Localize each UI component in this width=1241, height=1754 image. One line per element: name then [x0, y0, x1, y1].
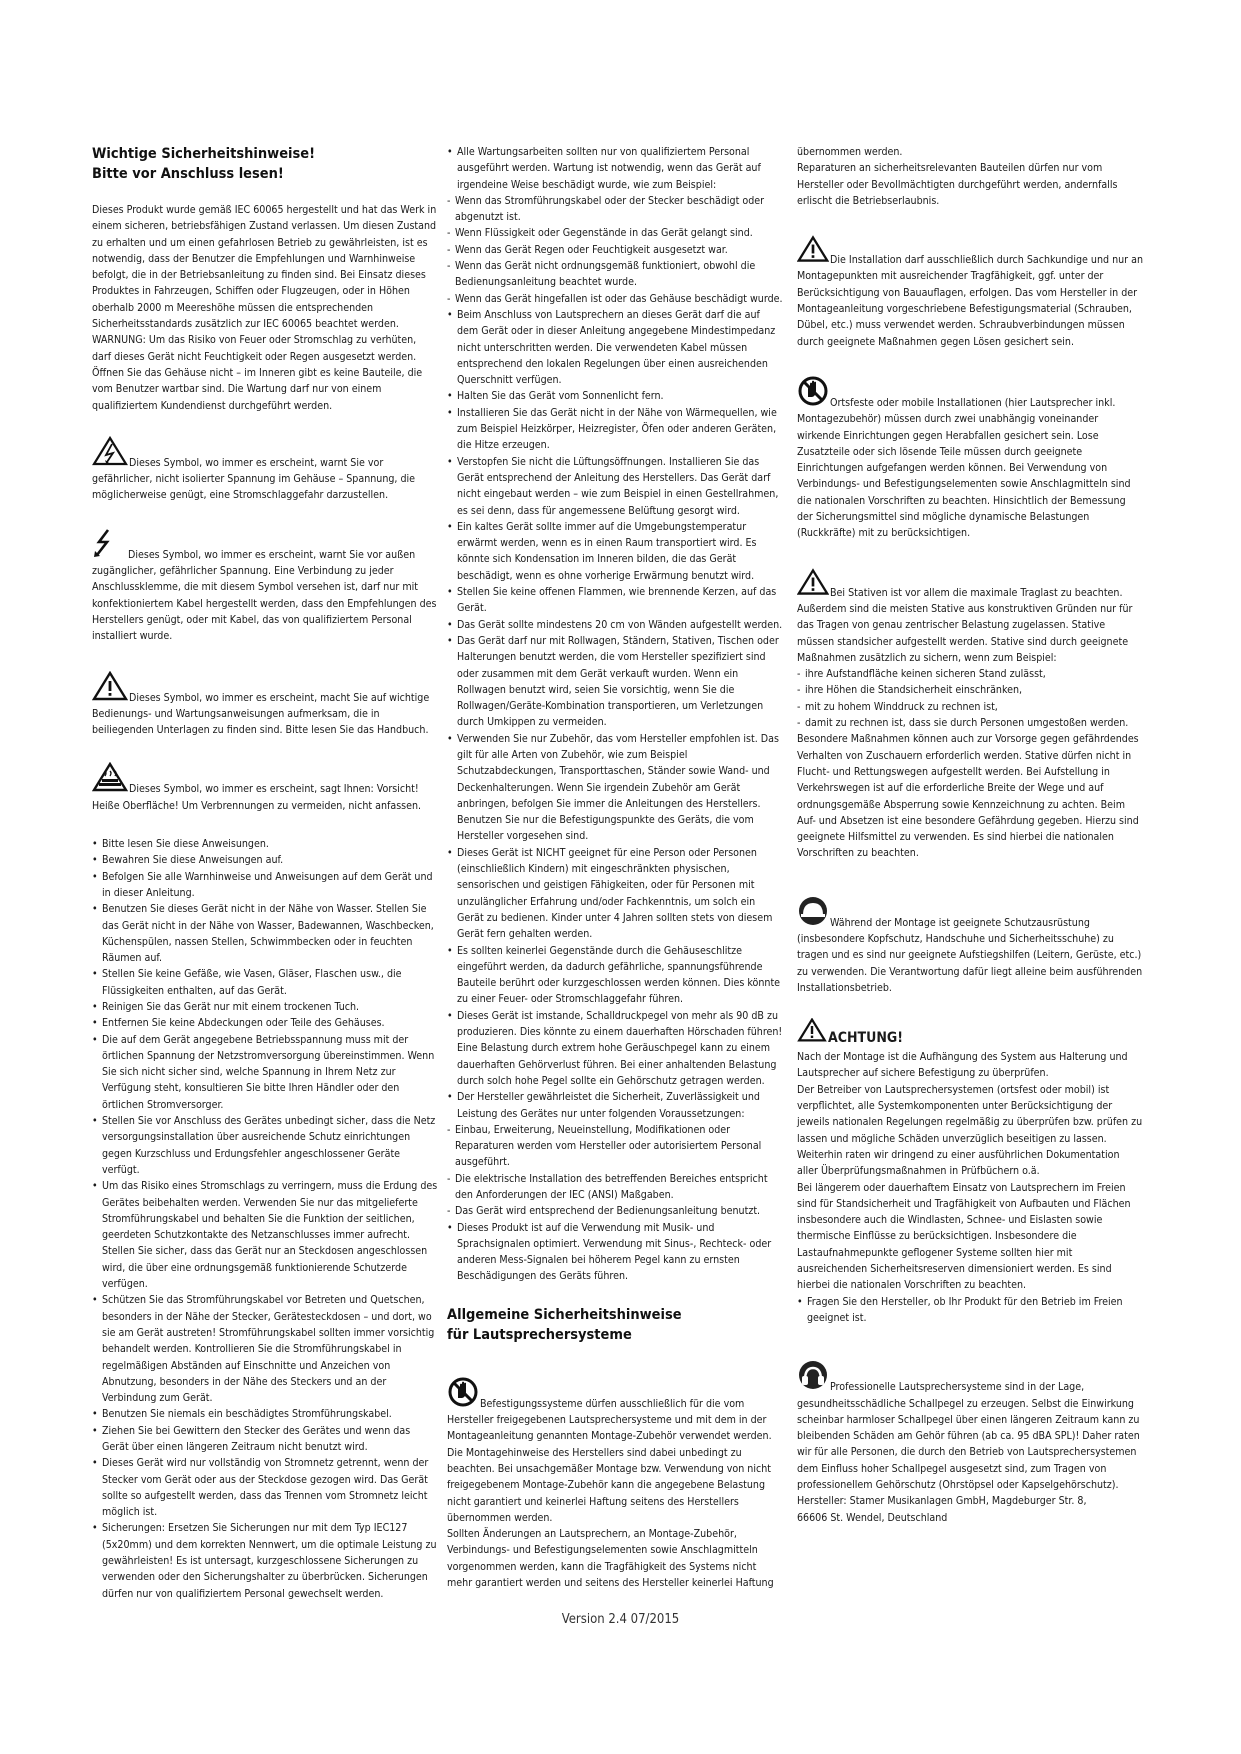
column-left — [92, 144, 438, 1602]
no-hand-prohibition-icon — [797, 376, 829, 411]
manufacturer-line2: 66606 St. Wendel, Deutschland — [797, 1511, 948, 1524]
manufacturer-line1: Hersteller: Stamer Musikanlagen GmbH, Magdeburger Str. 8, — [797, 1495, 1087, 1508]
list-item: • Bitte lesen Sie diese Anweisungen. — [92, 836, 438, 852]
achtung-heading: ACHTUNG! — [797, 1018, 1143, 1049]
list-item: • Der Hersteller gewährleistet die Sicherheit, Zuverlässigkeit und Leistung des Gerätes nur unter folgenden Voraussetzungen: — [447, 1089, 784, 1122]
symbol-hot-paragraph: Dieses Symbol, wo immer es erscheint, sagt Ihnen: Vorsicht! Heiße Oberfläche! Um Verbrennungen zu vermeiden, nicht anfassen. — [92, 762, 438, 814]
lightning-bolt-icon — [92, 528, 114, 563]
list-item: • Stellen Sie keine Gefäße, wie Vasen, Gläser, Flaschen usw., die Flüssigkeiten enthalten, auf das Gerät. — [92, 966, 438, 999]
no-hand-prohibition-icon — [447, 1377, 479, 1412]
list-item: • Fragen Sie den Hersteller, ob Ihr Produkt für den Betrieb im Freien geeignet ist. — [797, 1294, 1143, 1327]
list-item: • Beim Anschluss von Lautsprechern an dieses Gerät darf die auf dem Gerät oder in dieser Anleitung angegebene Mindestimpedanz nicht unterschritten werden. Die verwendeten Kabel müssen entsprechend den lokalen Regelungen über einen ausreichenden Querschnitt verfügen. — [447, 307, 784, 388]
achtung-paragraph-3: Bei längerem oder dauerhaftem Einsatz von Lautsprechern im Freien sind für Standsicherheit und Tragfähigkeit von Aufbauten und Flächen insbesondere auch die Windlasten, Schnee- und Eislasten sowie thermische Einflüsse zu berücksichtigen. Insbesondere die Lastaufnahmepunkte geflogener Systeme sollten hier mit ausreichenden Sicherheitsreserven dimensioniert werden. Es sind hierbei die nationalen Vorschriften zu beachten. — [797, 1181, 1131, 1292]
loudspeaker-heading-line2: für Lautsprechersysteme — [447, 1326, 632, 1343]
list-item: • Dieses Gerät wird nur vollständig von Stromnetz getrennt, wenn der Stecker vom Gerät oder aus der Steckdose gezogen wird. Das Gerät sollte so aufgestellt werden, dass das Trennen vom Stromnetz leicht möglich ist. — [92, 1455, 438, 1520]
lightning-triangle-icon — [92, 436, 128, 471]
exclamation-triangle-icon — [92, 671, 128, 706]
list-item: • Stellen Sie keine offenen Flammen, wie brennende Kerzen, auf das Gerät. — [447, 584, 784, 617]
main-heading-line2: Bitte vor Anschluss lesen! — [92, 166, 284, 182]
list-item: • Schützen Sie das Stromführungskabel vor Betreten und Quetschen, besonders in der Nähe der Stecker, Gerätesteckdosen – und dort, wo sie am Gerät austreten! Stromführungskabel sollten immer vorsichtig behandelt werden. Kontrollieren Sie die Stromführungskabel in regelmäßigen Abständen auf Einschnitte und Anzeichen von Abnutzung, besonders in der Nähe des Steckers und an der Verbindung zum Gerät. — [92, 1292, 438, 1406]
column-right — [797, 144, 1143, 1526]
list-item: • Entfernen Sie keine Abdeckungen oder Teile des Gehäuses. — [92, 1015, 438, 1031]
dash-item: - Wenn Flüssigkeit oder Gegenstände in das Gerät gelangt sind. — [447, 225, 784, 241]
list-item: • Sicherungen: Ersetzen Sie Sicherungen nur mit dem Typ IEC127 (5x20mm) und dem korrekten Nennwert, um die optimale Leistung zu gewährleisten! Es ist untersagt, kurzgeschlossene Sicherungen zu verwenden oder den Sicherungshalter zu überbrücken. Sicherungen dürfen nur von qualifiziertem Personal gewechselt werden. — [92, 1520, 438, 1601]
changes-paragraph: Sollten Änderungen an Lautsprechern, an Montage-Zubehör, Verbindungs- und Befestigungselementen sowie Anschlagmitteln vorgenommen werden, kann die Tragfähigkeit des Systems nicht mehr garantiert werden und seitens des Hersteller keinerlei Haftung — [447, 1528, 774, 1590]
list-item: • Um das Risiko eines Stromschlags zu verringern, muss die Erdung des Gerätes beibehalten werden. Verwenden Sie nur das mitgelieferte Stromführungskabel und behalten Sie die Funktion der seitlichen, geerdeten Schutzkontakte des Netzanschlusses immer aufrecht. Stellen Sie sicher, dass das Gerät nur an Steckdosen angeschlossen wird, die über eine ordnungsgemäß funktionierende Schutzerde verfügen. — [92, 1178, 438, 1292]
service-bullet-list — [447, 144, 784, 193]
dash-item: - damit zu rechnen ist, dass sie durch Personen umgestoßen werden. — [797, 715, 1143, 731]
main-heading — [92, 144, 438, 184]
list-item: • Die auf dem Gerät angegebene Betriebsspannung muss mit der örtlichen Spannung der Netzstromversorgung übereinstimmen. Wenn Sie sich nicht sicher sind, welche Spannung in Ihrem Netz zur Verfügung steht, konsultieren Sie bitte Ihren Händler oder den örtlichen Stromversorger. — [92, 1032, 438, 1113]
service-dash-list — [447, 193, 784, 307]
protection-paragraph: Während der Montage ist geeignete Schutzausrüstung (insbesondere Kopfschutz, Handschuhe und Sicherheitsschuhe) zu tragen und es sind nur geeignete Aufstiegshilfen (Leitern, Gerüste, etc.) zu verwenden. Die Verantwortung dafür liegt alleine beim ausführenden Installationsbetrieb. — [797, 896, 1143, 996]
dash-item: - ihre Aufstandfläche keinen sicheren Stand zulässt, — [797, 666, 1143, 682]
helmet-icon — [797, 896, 829, 931]
dash-item: - Wenn das Stromführungskabel oder der Stecker beschädigt oder abgenutzt ist. — [447, 193, 784, 226]
list-item: • Ein kaltes Gerät sollte immer auf die Umgebungstemperatur erwärmt werden, wenn es in einen Raum transportiert wird. Es könnte sich Kondensation im Inneren bilden, die das Gerät beschädigt, wenn es ohne vorherige Erwärmung benutzt wird. — [447, 519, 784, 584]
list-item: • Benutzen Sie niemals ein beschädigtes Stromführungskabel. — [92, 1406, 438, 1422]
dash-item: - Das Gerät wird entsprechend der Bedienungsanleitung benutzt. — [447, 1203, 784, 1219]
list-item: • Dieses Produkt ist auf die Verwendung mit Musik- und Sprachsignalen optimiert. Verwendung mit Sinus-, Rechteck- oder anderen Mess-Signalen bei höherem Pegel kann zu ernsten Beschädigungen des Geräts führen. — [447, 1220, 784, 1285]
list-item: • Das Gerät darf nur mit Rollwagen, Ständern, Stativen, Tischen oder Halterungen benutzt werden, die vom Hersteller spezifiziert sind oder zusammen mit dem Gerät verkauft wurden. Wenn ein Rollwagen benutzt wird, seien Sie vorsichtig, wenn Sie die Rollwagen/Geräte-Kombination transportieren, um Verletzungen durch Umkippen zu vermeiden. — [447, 633, 784, 731]
stands-after-paragraph: Besondere Maßnahmen können auch zur Vorsorge gegen gefährdendes Verhalten von Zuschauern erforderlich werden. Stative dürfen nicht in Flucht- und Rettungswegen aufgestellt werden. Bei Aufstellung in Verkehrswegen ist auf die erforderliche Breite der Wege und auf ordnungsgemäße Absperrung sowie Kennzeichnung zu achten. Beim Auf- und Absetzen ist eine besondere Gefährdung gegeben. Hierzu sind geeignete Hilfsmittel zu verwenden. Es sind hierbei die nationalen Vorschriften zu beachten. — [797, 733, 1139, 860]
hot-surface-triangle-icon — [92, 762, 128, 797]
intro-paragraph: Dieses Produkt wurde gemäß IEC 60065 hergestellt und hat das Werk in einem sicheren, betriebsfähigen Zustand verlassen. Um diesen Zustand zu erhalten und um einen gefahrlosen Betrieb zu gewährleisten, ist es notwendig, dass der Benutzer die Empfehlungen und Warnhinweise befolgt, die in der Betriebsanleitung zu finden sind. Bei Einsatz dieses Produktes in Fahrzeugen, Schiffen oder Flugzeugen, oder in Höhen oberhalb 2000 m Meereshöhe müssen die entsprechenden Sicherheitsstandards zusätzlich zur IEC 60065 beachtet werden. — [92, 204, 437, 331]
installation-paragraph: Die Installation darf ausschließlich durch Sachkundige und nur an Montagepunkten mit ausreichender Tragfähigkeit, ggf. unter der Berücksichtigung von Bauauflagen, erfolgen. Das vom Hersteller in der Montageanleitung vorgeschriebene Befestigungsmaterial (Schrauben, Dübel, etc.) muss verwendet werden. Schraubverbindungen müssen durch geeignete Maßnahmen gegen Lösen gesichert sein. — [797, 235, 1143, 350]
conditions-dash-list — [447, 1122, 784, 1220]
main-heading-line1: Wichtige Sicherheitshinweise! — [92, 146, 316, 162]
dash-item: - mit zu hohem Winddruck zu rechnen ist, — [797, 699, 1143, 715]
version-footer: Version 2.4 07/2015 — [561, 1612, 680, 1627]
symbol-manual-paragraph: Dieses Symbol, wo immer es erscheint, macht Sie auf wichtige Bedienungs- und Wartungsanweisungen aufmerksam, die in beiliegenden Unterlagen zu finden sind. Bitte lesen Sie das Handbuch. — [92, 671, 438, 739]
achtung-bullet-list — [797, 1294, 1143, 1327]
list-item: • Dieses Gerät ist NICHT geeignet für eine Person oder Personen (einschließlich Kindern) mit eingeschränkten physischen, sensorischen und geistigen Fähigkeiten, oder für Personen mit unzulänglicher Erfahrung und/oder Fachkenntnis, um solch ein Gerät zu bedienen. Kinder unter 4 Jahren sollten stets von diesem Gerät fern gehalten werden. — [447, 845, 784, 943]
stands-paragraph: Bei Stativen ist vor allem die maximale Traglast zu beachten. Außerdem sind die meisten Stative aus konstruktiven Gründen nur für das Tragen von genau zentrischer Belastung zugelassen. Stative müssen standsicher aufgestellt werden. Stative sind durch geeignete Maßnahmen zusätzlich zu sichern, wenn zum Beispiel: — [797, 568, 1143, 666]
stands-dash-list — [797, 666, 1143, 731]
achtung-paragraph-1: Nach der Montage ist die Aufhängung des System aus Halterung und Lautsprecher auf sichere Befestigung zu überprüfen. — [797, 1051, 1128, 1080]
dash-item: - Wenn das Gerät hingefallen ist oder das Gehäuse beschädigt wurde. — [447, 291, 784, 307]
list-item: • Bewahren Sie diese Anweisungen auf. — [92, 852, 438, 868]
list-item: • Das Gerät sollte mindestens 20 cm von Wänden aufgestellt werden. — [447, 617, 784, 633]
device-bullet-list — [447, 307, 784, 1122]
exclamation-triangle-icon — [797, 235, 829, 268]
list-item: • Befolgen Sie alle Warnhinweise und Anweisungen auf dem Gerät und in dieser Anleitung. — [92, 869, 438, 902]
list-item: • Reinigen Sie das Gerät nur mit einem trockenen Tuch. — [92, 999, 438, 1015]
exclamation-triangle-icon — [797, 568, 829, 601]
ear-protection-icon — [797, 1360, 829, 1395]
list-item: • Dieses Gerät ist imstande, Schalldruckpegel von mehr als 90 dB zu produzieren. Dies könnte zu einem dauerhaften Hörschaden führen! Eine Belastung durch extrem hohe Geräuschpegel kann zu einem dauerhaften Gehörverlust führen. Bei einer anhaltenden Belastung durch solch hohe Pegel sollte ein Gehörschutz getragen werden. — [447, 1008, 784, 1089]
exclamation-triangle-icon — [797, 1018, 827, 1049]
list-item: • Alle Wartungsarbeiten sollten nur von qualifiziertem Personal ausgeführt werden. Wartung ist notwendig, wenn das Gerät auf irgendeine Weise beschädigt wurde, wie zum Beispiel: — [447, 144, 784, 193]
hearing-protection-paragraph: Professionelle Lautsprechersysteme sind in der Lage, gesundheitsschädliche Schallpegel zu erzeugen. Selbst die Einwirkung scheinbar harmloser Schallpegel über einen längeren Zeitraum kann zu bleibenden Schäden am Gehör führen (ab ca. 95 dBA SPL)! Daher raten wir für alle Personen, die durch den Betrieb von Lautsprechersystemen dem Einfluss hoher Schallpegel ausgesetzt sind, zum Tragen von professionellem Gehörschutz (Ohrstöpsel oder Kapselgehörschutz). — [797, 1360, 1143, 1493]
dash-item: - Die elektrische Installation des betreffenden Bereiches entspricht den Anforderungen der IEC (ANSI) Maßgaben. — [447, 1171, 784, 1204]
mounting-paragraph: Befestigungssysteme dürfen ausschließlich für die vom Hersteller freigegebenen Lautsprechersysteme und mit dem in der Montageanleitung genannten Montage-Zubehör verwendet werden. Die Montagehinweise des Herstellers sind dabei unbedingt zu beachten. Bei unsachgemäßer Montage bzw. Verwendung von nicht freigegebenem Montage-Zubehör kann die angegebene Belastung nicht garantiert und keinerlei Haftung seitens des Herstellers übernommen werden. — [447, 1377, 784, 1526]
list-item: • Ziehen Sie bei Gewittern den Stecker des Gerätes und wenn das Gerät über einen längeren Zeitraum nicht benutzt wird. — [92, 1423, 438, 1456]
list-item: • Verstopfen Sie nicht die Lüftungsöffnungen. Installieren Sie das Gerät entsprechend der Anleitung des Herstellers. Das Gerät darf nicht eingebaut werden – wie zum Beispiel in einen Gestellrahmen, es sei denn, dass für angemessene Belüftung gesorgt wird. — [447, 454, 784, 519]
list-item: • Verwenden Sie nur Zubehör, das vom Hersteller empfohlen ist. Das gilt für alle Arten von Zubehör, wie zum Beispiel Schutzabdeckungen, Transporttaschen, Ständer sowie Wand- und Deckenhalterungen. Wenn Sie irgendein Zubehör am Gerät anbringen, befolgen Sie immer die Anleitungen des Herstellers. Benutzen Sie nur die Befestigungspunkte des Geräts, die vom Hersteller vorgesehen sind. — [447, 731, 784, 845]
continuation-paragraph: übernommen werden. — [797, 146, 903, 158]
loudspeaker-heading-line1: Allgemeine Sicherheitshinweise — [447, 1306, 682, 1323]
list-item: • Installieren Sie das Gerät nicht in der Nähe von Wärmequellen, wie zum Beispiel Heizkörper, Heizregister, Öfen oder anderen Geräten, die Hitze erzeugen. — [447, 405, 784, 454]
achtung-paragraph-2: Der Betreiber von Lautsprechersystemen (ortsfest oder mobil) ist verpflichtet, alle Systemkomponenten unter Berücksichtigung der jeweils nationalen Regelungen regelmäßig zu überprüfen bzw. prüfen zu lassen und mögliche Schäden unverzüglich beseitigen zu lassen. Weiterhin raten wir dringend zu einer ausführlichen Dokumentation aller Überprüfungsmaßnahmen in Prüfbüchern o.ä. — [797, 1083, 1143, 1178]
repairs-paragraph: Reparaturen an sicherheitsrelevanten Bauteilen dürfen nur vom Hersteller oder Bevollmächtigten durchgeführt werden, andernfalls erlischt die Betriebserlaubnis. — [797, 162, 1118, 207]
list-item: • Halten Sie das Gerät vom Sonnenlicht fern. — [447, 388, 784, 404]
dash-item: - Wenn das Gerät nicht ordnungsgemäß funktioniert, obwohl die Bedienungsanleitung beachtet wurde. — [447, 258, 784, 291]
safety-bullet-list — [92, 836, 438, 1602]
dash-item: - ihre Höhen die Standsicherheit einschränken, — [797, 682, 1143, 698]
warning-paragraph: WARNUNG: Um das Risiko von Feuer oder Stromschlag zu verhüten, darf dieses Gerät nicht Feuchtigkeit oder Regen ausgesetzt werden. Öffnen Sie das Gehäuse nicht – im Inneren gibt es keine Bauteile, die vom Benutzer wartbar sind. Die Wartung darf nur von einem qualifiziertem Kundendienst durchgeführt werden. — [92, 334, 423, 412]
fixed-installation-paragraph: Ortsfeste oder mobile Installationen (hier Lautsprecher inkl. Montagezubehör) müssen durch zwei unabhängig voneinander wirkende Einrichtungen gegen Herabfallen gesichert sein. Lose Zusatzteile oder sich lösende Teile müssen durch geeignete Einrichtungen aufgefangen werden können. Bei Verwendung von Verbindungs- und Befestigungselementen sowie Anschlagmitteln sind die nationalen Vorschriften zu beachten. Hinsichtlich der Bemessung der Sicherungsmittel sind mögliche dynamische Belastungen (Ruckkräfte) mit zu berücksichtigen. — [797, 376, 1143, 542]
list-item: • Benutzen Sie dieses Gerät nicht in der Nähe von Wasser. Stellen Sie das Gerät nicht in der Nähe von Wasser, Badewannen, Waschbecken, Küchenspülen, nassen Stellen, Schwimmbecken oder in feuchten Räumen auf. — [92, 901, 438, 966]
symbol-terminal-paragraph: Dieses Symbol, wo immer es erscheint, warnt Sie vor außen zugänglicher, gefährlicher Spannung. Eine Verbindung zu jeder Anschlussklemme, die mit diesem Symbol versehen ist, darf nur mit konfektioniertem Kabel hergestellt werden, dass den Empfehlungen des Herstellers genügt, oder mit Kabel, das von qualifiziertem Personal installiert wurde. — [92, 528, 438, 645]
column-middle — [447, 144, 784, 1591]
dash-item: - Wenn das Gerät Regen oder Feuchtigkeit ausgesetzt war. — [447, 242, 784, 258]
list-item: • Es sollten keinerlei Gegenstände durch die Gehäuseschlitze eingeführt werden, da dadurch gefährliche, spannungsführende Bauteile berührt oder kurzgeschlossen werden können. Dies könnte zu einer Feuer- oder Stromschlaggefahr führen. — [447, 943, 784, 1008]
music-bullet-list — [447, 1220, 784, 1285]
loudspeaker-heading — [447, 1305, 784, 1345]
symbol-voltage-paragraph: Dieses Symbol, wo immer es erscheint, warnt Sie vor gefährlicher, nicht isolierter Spannung im Gehäuse – Spannung, die möglicherweise genügt, eine Stromschlaggefahr darzustellen. — [92, 436, 438, 504]
dash-item: - Einbau, Erweiterung, Neueinstellung, Modifikationen oder Reparaturen werden vom Hersteller oder autorisiertem Personal ausgeführt. — [447, 1122, 784, 1171]
list-item: • Stellen Sie vor Anschluss des Gerätes unbedingt sicher, dass die Netz versorgungsinstallation über ausreichende Schutz einrichtungen gegen Kurzschluss und Erdungsfehler angeschlossener Geräte verfügt. — [92, 1113, 438, 1178]
